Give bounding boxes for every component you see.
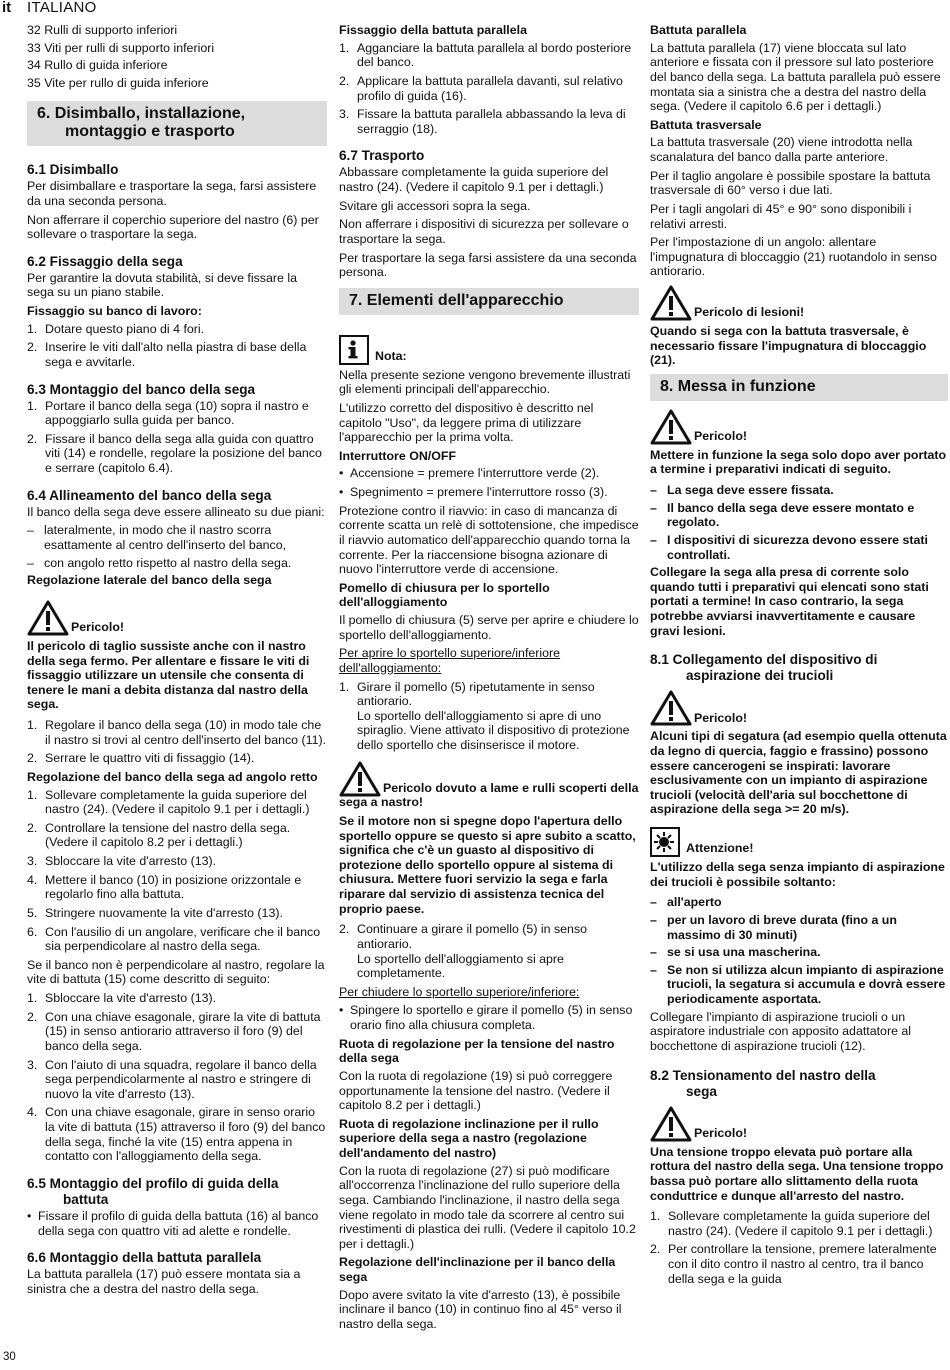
section-6-7-title: 6.7 Trasporto	[339, 148, 425, 164]
warning-block	[650, 409, 948, 445]
paragraph: Abbassare completamente la guida superiore del nastro (24). (Vedere il capitolo 9.1 per i dettagli.)	[339, 165, 609, 195]
warning-text: Una tensione troppo elevata può portare alla rottura del nastro della sega. Una tensione troppo bassa può portare allo slittamento della ruota conduttrice e dunque all'arresto del nastro.	[650, 1144, 944, 1203]
paragraph: Collegare l'impianto di aspirazione trucioli o un aspiratore industriale con apposito adattatore al bocchettone di aspirazione trucioli (12).	[650, 1009, 912, 1053]
warning-triangle-icon	[650, 285, 692, 321]
list-item: 1. Portare il banco della sega (10) sopra il nastro e appoggiarlo sulla guida per banco.	[27, 398, 309, 428]
list-item: 3. Fissare la battuta parallela abbassando la leva di serraggio (18).	[339, 107, 626, 136]
warning-text: Quando si sega con la battuta trasversale, è necessario fissare l'impugnatura di bloccaggio (21).	[650, 324, 927, 368]
warning-triangle-icon	[339, 761, 381, 797]
paragraph: Con la ruota di regolazione (27) si può modificare all'occorrenza l'inclinazione del rullo superiore della sega. Cambiando l'inclinazione, il nastro della sega viene regolato in modo tale da scorrere al centro sui rivestimenti di plastica dei rulli. (Vedere il capitolo 10.2 per i dettagli.)	[339, 1163, 636, 1251]
paragraph: La battuta trasversale (20) viene introdotta nella scanalatura del banco dalla parte anteriore.	[650, 135, 913, 164]
section-6-5-title: 6.5 Montaggio del profilo di guida della battuta	[27, 1175, 279, 1207]
attention-label: Attenzione!	[686, 841, 754, 856]
list-item: • Spegnimento = premere l'interruttore rosso (3).	[339, 485, 608, 500]
column-left	[27, 22, 327, 1300]
parts-list	[27, 23, 327, 91]
paragraph: Nella presente sezione vengono brevemente illustrati gli elementi principali dell'apparecchio.	[339, 367, 631, 397]
paragraph: Per garantire la dovuta stabilità, si deve fissare la sega su un piano stabile.	[27, 270, 297, 300]
numbered-list	[339, 41, 639, 137]
list-item: 1. Dotare questo piano di 4 fori.	[27, 321, 205, 336]
list-item: 1. Regolare il banco della sega (10) in modo tale che il nastro si trovi al centro dell'inserto del banco (11).	[27, 718, 327, 747]
list-item: 2. Controllare la tensione del nastro della sega. (Vedere il capitolo 8.2 per i dettagli.)	[27, 820, 291, 850]
section-7-heading: 7. Elementi dell'apparecchio	[339, 288, 639, 315]
attention-hand-icon	[650, 827, 680, 857]
subheading: Ruota di regolazione inclinazione per il rullo superiore della sega a nastro (regolazione dell'andamento del nastro)	[339, 1116, 599, 1161]
list-item: 1. Sollevare completamente la guida superiore del nastro (24). (Vedere il capitolo 9.1 per i dettagli.)	[27, 787, 310, 817]
list-item: 1. Sollevare completamente la guida superiore del nastro (24). (Vedere il capitolo 9.1 per i dettagli.)	[650, 1209, 933, 1238]
section-8-heading: 8. Messa in funzione	[650, 374, 948, 401]
underlined-instruction: Per aprire lo sportello superiore/inferiore dell'alloggiamento:	[339, 646, 561, 675]
numbered-list	[27, 322, 327, 370]
list-item: • Spingere lo sportello e girare il pomello (5) in senso orario fino alla chiusura completa.	[339, 1003, 633, 1033]
paragraph: L'utilizzo corretto del dispositivo è descritto nel capitolo "Uso", da leggere prima di utilizzare l'apparecchio per la prima volta.	[339, 400, 594, 445]
list-item: 1. Agganciare la battuta parallela al bordo posteriore del banco.	[339, 40, 632, 70]
attention-block	[650, 827, 948, 857]
list-item: – lateralmente, in modo che il nastro scorra esattamente al centro dell'inserto del banco,	[27, 523, 287, 552]
paragraph: Non afferrare il coperchio superiore del nastro (6) per sollevare o trasportare la sega.	[27, 212, 319, 242]
language-title: ITALIANO	[27, 0, 97, 16]
section-8-1-title: 8.1 Collegamento del dispositivo di aspirazione dei trucioli	[650, 652, 878, 684]
parts-list-item: 34 Rullo di guida inferiore	[27, 58, 168, 73]
dash-list	[650, 483, 948, 562]
paragraph: Per il taglio angolare è possibile spostare la battuta trasversale di 60° verso i due lati.	[650, 168, 931, 198]
attention-text: L'utilizzo della sega senza impianto di aspirazione dei trucioli è possibile soltanto:	[650, 860, 945, 889]
bullet-list	[339, 466, 639, 499]
list-item: 2. Applicare la battuta parallela davanti, sul relativo profilo di guida (16).	[339, 73, 623, 103]
paragraph: Il pomello di chiusura (5) serve per aprire e chiudere lo sportello dell'alloggiamento.	[339, 613, 639, 642]
list-item: 2. Inserire le viti dall'alto nella piastra di base della sega e avvitarle.	[27, 340, 307, 369]
warning-label: Pericolo!	[694, 710, 748, 725]
warning-label: Pericolo di lesioni!	[694, 305, 805, 320]
section-6-title-line1: 6. Disimballo, installazione,	[37, 104, 246, 122]
column-middle	[339, 22, 639, 1336]
list-item: 2. Fissare il banco della sega alla guida con quattro viti (14) e rondelle, regolare la posizione del banco e serrare (capitolo 6.4).	[27, 431, 322, 476]
paragraph: Con la ruota di regolazione (19) si può correggere opportunamente la tensione del nastro. (Vedere il capitolo 8.2 per i dettagli.)	[339, 1068, 613, 1113]
list-item: – I dispositivi di sicurezza devono essere stati controllati.	[650, 532, 928, 562]
paragraph: Dopo avere svitato la vite d'arresto (13), è possibile inclinare il banco (10) in continuo fino al 45° verso il nastro della sega.	[339, 1287, 622, 1331]
list-item: 5. Stringere nuovamente la vite d'arresto (13).	[27, 905, 283, 920]
subheading: Battuta trasversale	[650, 117, 762, 132]
warning-triangle-icon	[27, 600, 69, 636]
list-item: – La sega deve essere fissata.	[650, 483, 834, 497]
note-label: Nota:	[375, 349, 407, 364]
parts-list-item: 33 Viti per rulli di supporto inferiori	[27, 40, 215, 55]
language-code: it	[2, 0, 12, 16]
column-right	[650, 22, 948, 1290]
warning-triangle-icon	[650, 690, 692, 726]
subheading: Regolazione del banco della sega ad angolo retto	[27, 769, 318, 784]
warning-block	[650, 285, 948, 321]
list-item: 1. Sbloccare la vite d'arresto (13).	[27, 991, 217, 1005]
numbered-list	[650, 1209, 948, 1286]
paragraph: Per i tagli angolari di 45° e 90° sono disponibili i relativi arresti.	[650, 201, 912, 231]
list-item: 6. Con l'ausilio di un angolare, verificare che il banco sia perpendicolare al nastro della sega.	[27, 924, 321, 954]
paragraph: Per l'impostazione di un angolo: allentare l'impugnatura di bloccaggio (21) ruotandolo in senso antiorario.	[650, 235, 937, 279]
subheading: Pomello di chiusura per lo sportello dell'alloggiamento	[339, 580, 550, 610]
paragraph: Per trasportare la sega farsi assistere da una seconda persona.	[339, 250, 637, 280]
subheading: Ruota di regolazione per la tensione del nastro della sega	[339, 1036, 615, 1066]
subheading: Regolazione dell'inclinazione per il banco della sega	[339, 1255, 616, 1285]
section-6-title-line2: montaggio e trasporto	[65, 123, 235, 141]
list-item: – con angolo retto rispetto al nastro della sega.	[27, 555, 292, 570]
paragraph: Protezione contro il riavvio: in caso di mancanza di corrente scatta un relè di sottotensione, che impedisce il riavvio automatico dell'apparecchio quando torna la corrente. Per la riaccensione bisogna azionare di nuovo l'interruttore verde di accensione.	[339, 503, 639, 577]
warning-triangle-icon	[650, 409, 692, 445]
subheading: Interruttore ON/OFF	[339, 448, 457, 463]
warning-text: Se il motore non si spegne dopo l'apertura dello sportello oppure se questo si apre subito a scatto, significa che c'è un guasto al dispositivo di protezione dello sportello oppure al sistema di chiusura. Mettere fuori servizio la sega e farla riparare dal servizio di assistenza tecnica del proprio paese.	[339, 813, 636, 916]
numbered-list	[339, 922, 639, 981]
section-6-1-title: 6.1 Disimballo	[27, 162, 119, 178]
paragraph: Per disimballare e trasportare la sega, farsi assistere da una seconda persona.	[27, 179, 317, 208]
parts-list-item: 32 Rulli di supporto inferiori	[27, 23, 178, 37]
list-item: – Il banco della sega deve essere montato e regolato.	[650, 500, 915, 530]
list-item: 3. Con l'aiuto di una squadra, regolare il banco della sega perpendicolarmente al nastro e stringere di nuovo la vite d'arresto (13).	[27, 1057, 317, 1101]
list-item: 1. Girare il pomello (5) ripetutamente in senso antiorario. Lo sportello dell'alloggiamento si apre di uno spiraglio. Viene attivato il dispositivo di protezione dello sportello che disinserisce il motore.	[339, 679, 630, 753]
warning-text: Alcuni tipi di segatura (ad esempio quella ottenuta da legno di quercia, faggio e frassino) possono essere cancerogeni se inspirati: lavorare esclusivamente con un impianto di aspirazione trucioli (velocità dell'aria sul bocchettone di aspirazione della sega >= 20 m/s).	[650, 729, 947, 817]
warning-text: Il pericolo di taglio sussiste anche con il nastro della sega fermo. Per allentare e fissare le viti di fissaggio utilizzare un utensile che consenta di tenere le mani a debita distanza dal nastro della sega.	[27, 638, 310, 712]
list-item: 4. Mettere il banco (10) in posizione orizzontale e regolarlo fino alla battuta.	[27, 872, 302, 902]
dash-list	[650, 895, 948, 1006]
warning-label: Pericolo!	[694, 429, 748, 444]
warning-label: Pericolo dovuto a lame e rulli scoperti della sega a nastro!	[339, 780, 639, 810]
warning-block	[650, 1106, 948, 1142]
bullet-list	[339, 1003, 639, 1032]
subheading: Regolazione laterale del banco della sega	[27, 573, 272, 588]
paragraph: Se il banco non è perpendicolare al nastro, regolare la vite di battuta (15) come descritto di seguito:	[27, 957, 325, 987]
list-item: 3. Sbloccare la vite d'arresto (13).	[27, 854, 217, 868]
subheading: Fissaggio su banco di lavoro:	[27, 304, 202, 319]
section-6-heading	[27, 101, 327, 147]
list-item: 4. Con una chiave esagonale, girare in senso orario la vite di battuta (15) attraverso il foro (9) del banco della sega, finché la vite (15) entra appena in contatto con l'alloggiamento della sega.	[27, 1105, 326, 1164]
warning-label: Pericolo!	[71, 620, 125, 635]
numbered-list	[27, 991, 327, 1164]
numbered-list	[339, 680, 639, 753]
paragraph: Svitare gli accessori sopra la sega.	[339, 198, 531, 213]
page-number: 30	[3, 1351, 16, 1364]
warning-label: Pericolo!	[694, 1126, 748, 1140]
list-item: 2. Per controllare la tensione, premere lateralmente con il dito contro il nastro al centro, tra il banco della sega e la guida	[650, 1242, 937, 1286]
list-item: 2. Continuare a girare il pomello (5) in senso antiorario. Lo sportello dell'alloggiamento si apre completamente.	[339, 922, 588, 981]
underlined-instruction: Per chiudere lo sportello superiore/inferiore:	[339, 984, 580, 999]
paragraph: La battuta parallela (17) viene bloccata sul lato anteriore e fissata con il pressore sul lato posteriore del banco della sega. La battuta parallela può essere montata sia a sinistra che a destra del nastro della sega. (Vedere il capitolo 6.6 per i dettagli.)	[650, 40, 941, 114]
list-item: 2. Serrare le quattro viti di fissaggio (14).	[27, 751, 255, 766]
section-6-3-title: 6.3 Montaggio del banco della sega	[27, 381, 256, 397]
warning-triangle-icon	[650, 1106, 692, 1142]
section-8-2-title: 8.2 Tensionamento del nastro della sega	[650, 1067, 876, 1099]
list-item: – se si usa una mascherina.	[650, 945, 821, 960]
section-6-2-title: 6.2 Fissaggio della sega	[27, 253, 183, 269]
subheading: Battuta parallela	[650, 23, 747, 37]
subheading: Fissaggio della battuta parallela	[339, 23, 527, 37]
numbered-list	[27, 788, 327, 954]
note-block	[339, 335, 639, 365]
list-item: 2. Con una chiave esagonale, girare la vite di battuta (15) in senso antiorario attraverso il foro (9) del banco della sega.	[27, 1009, 321, 1053]
bullet-list	[27, 1209, 327, 1238]
warning-text: Mettere in funzione la sega solo dopo aver portato a termine i preparativi indicati di seguito.	[650, 447, 947, 477]
section-6-4-title: 6.4 Allineamento del banco della sega	[27, 487, 272, 503]
numbered-list	[27, 718, 327, 766]
warning-block	[27, 600, 327, 636]
warning-text: Collegare la sega alla presa di corrente solo quando tutti i preparativi qui elencati sono stati portati a termine! In caso contrario, la sega potrebbe avviarsi inavvertitamente e causare gravi lesioni.	[650, 565, 929, 638]
warning-block	[650, 690, 948, 726]
list-item: – all'aperto	[650, 895, 722, 910]
paragraph: Non afferrare i dispositivi di sicurezza per sollevare o trasportare la sega.	[339, 217, 629, 246]
paragraph: Il banco della sega deve essere allineato su due piani:	[27, 504, 325, 519]
numbered-list	[27, 399, 327, 476]
page-header	[0, 0, 950, 18]
section-6-6-title: 6.6 Montaggio della battuta parallela	[27, 1250, 262, 1266]
list-item: – Se non si utilizza alcun impianto di aspirazione trucioli, la segatura si accumula e dovrà essere periodicamente asportata.	[650, 962, 946, 1007]
paragraph: La battuta parallela (17) può essere montata sia a sinistra che a destra del nastro della sega.	[27, 1267, 301, 1296]
parts-list-item: 35 Vite per rullo di guida inferiore	[27, 75, 209, 90]
list-item: • Fissare il profilo di guida della battuta (16) al banco della sega con quattro viti ad alette e rondelle.	[27, 1208, 319, 1238]
info-icon	[339, 335, 369, 365]
list-item: • Accensione = premere l'interruttore verde (2).	[339, 466, 600, 481]
dash-list	[27, 523, 327, 570]
list-item: – per un lavoro di breve durata (fino a un massimo di 30 minuti)	[650, 912, 897, 942]
